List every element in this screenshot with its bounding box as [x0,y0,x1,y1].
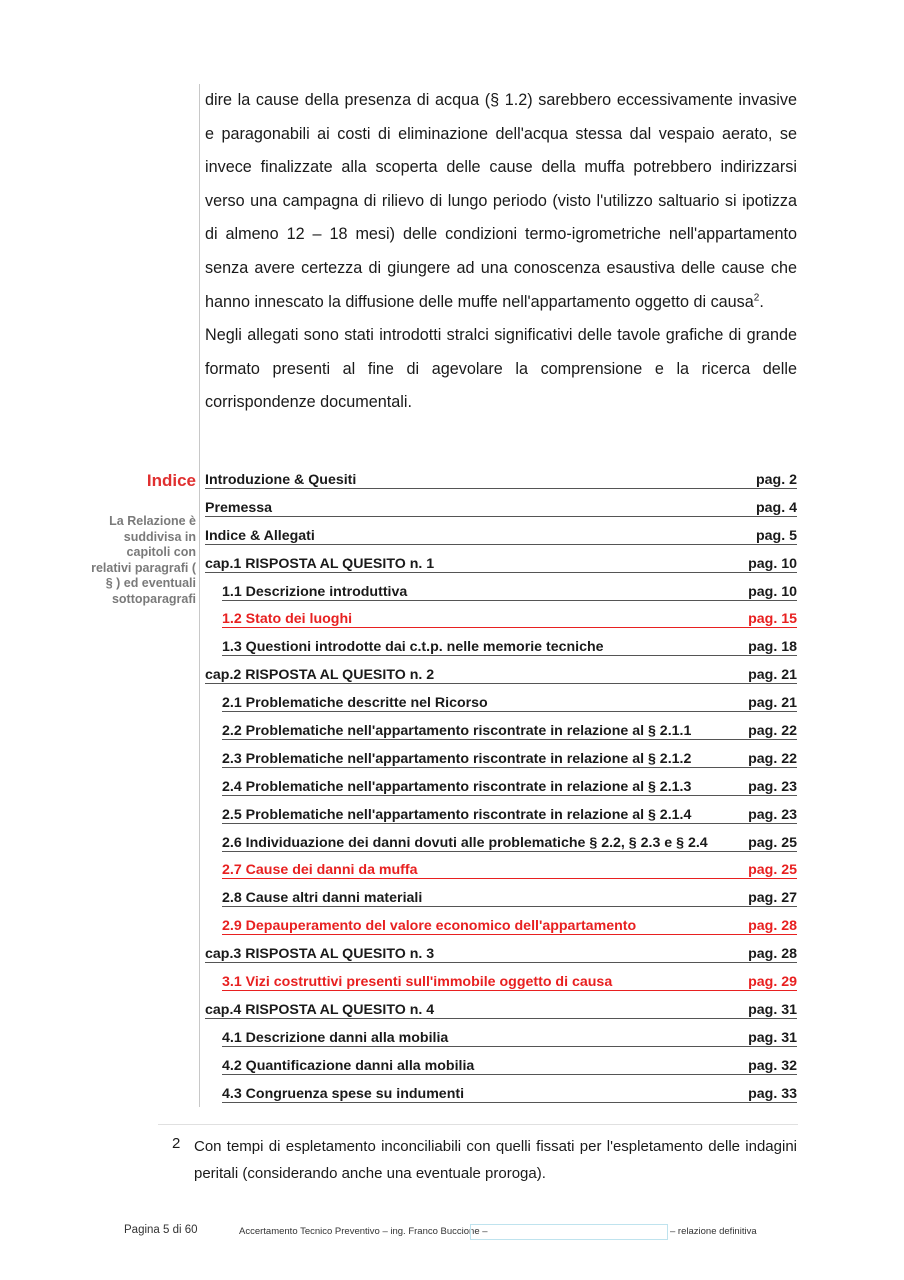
toc-entry-page: pag. 29 [748,974,797,991]
toc-entry[interactable] [205,974,797,1002]
toc-underline [205,1018,797,1019]
toc-entry-page: pag. 25 [748,862,797,879]
toc-entry-page: pag. 2 [756,472,797,488]
toc-underline [205,544,797,545]
toc-underline [222,1074,797,1075]
toc-entry[interactable] [205,779,797,807]
toc-entry[interactable] [205,1058,797,1086]
body-text [205,84,797,420]
toc-underline [222,600,797,601]
toc-entry-label: 2.4 Problematiche nell'appartamento riscontrate in relazione al § 2.1.3 [222,778,692,795]
toc-underline [222,739,797,740]
toc-underline [222,1102,797,1103]
toc-entry-label: cap.3 RISPOSTA AL QUESITO n. 3 [205,946,435,963]
toc-entry-label: 1.3 Questioni introdotte dai c.t.p. nelle memorie tecniche [222,639,604,656]
toc-entry-page: pag. 21 [748,695,797,712]
toc-entry[interactable] [205,667,797,695]
toc-entry-label: Indice & Allegati [205,527,315,544]
toc-entry-page: pag. 23 [748,778,797,795]
toc-entry[interactable] [205,695,797,723]
toc-entry-page: pag. 18 [748,639,797,656]
toc-entry-page: pag. 31 [748,1029,797,1046]
toc-underline [222,990,797,991]
toc-underline [222,655,797,656]
footer-field-box [470,1224,668,1240]
footnote-text: Con tempi di espletamento inconciliabili con quelli fissati per l'espletamento delle indagini peritali (considerando anche una eventuale proroga). [194,1138,797,1182]
toc-entry-page: pag. 31 [748,1001,797,1018]
toc-entry[interactable] [205,472,797,500]
toc-underline [222,711,797,712]
table-of-contents [205,472,797,1113]
toc-entry-page: pag. 21 [748,667,797,684]
toc-entry-label: 4.2 Quantificazione danni alla mobilia [222,1057,475,1074]
toc-entry-page: pag. 5 [756,527,797,544]
toc-entry[interactable] [205,1086,797,1114]
toc-underline [222,767,797,768]
toc-underline [222,823,797,824]
toc-underline [222,795,797,796]
footer-right-text: – relazione definitiva [670,1226,757,1237]
toc-underline [205,516,797,517]
paragraph-2: Negli allegati sono stati introdotti stralci significativi delle tavole grafiche di grande formato presenti al fine di agevolare la comprensione e la ricerca delle corrispondenze documentali. [205,326,797,412]
footnote-number: 2 [172,1135,181,1152]
toc-entry-page: pag. 22 [748,723,797,740]
toc-underline [222,934,797,935]
toc-entry-label: 2.8 Cause altri danni materiali [222,890,423,907]
toc-entry-page: pag. 27 [748,890,797,907]
toc-entry[interactable] [205,1002,797,1030]
toc-entry-page: pag. 10 [748,583,797,600]
toc-entry[interactable] [205,890,797,918]
toc-entry[interactable] [205,556,797,584]
footnote-ref[interactable]: 2 [753,292,760,304]
toc-underline [222,906,797,907]
toc-entry[interactable] [205,584,797,612]
footer-left-text: Accertamento Tecnico Preventivo – ing. Franco Buccione – [239,1226,488,1237]
toc-underline [205,962,797,963]
toc-entry-page: pag. 25 [748,834,797,851]
toc-entry-page: pag. 23 [748,806,797,823]
toc-entry-label: 4.1 Descrizione danni alla mobilia [222,1029,449,1046]
toc-entry[interactable] [205,723,797,751]
toc-entry[interactable] [205,611,797,639]
toc-entry-label: 4.3 Congruenza spese su indumenti [222,1085,465,1102]
toc-entry[interactable] [205,1030,797,1058]
toc-entry[interactable] [205,500,797,528]
toc-entry-page: pag. 33 [748,1085,797,1102]
toc-entry[interactable] [205,639,797,667]
toc-entry[interactable] [205,528,797,556]
toc-entry-label: Premessa [205,499,273,516]
toc-entry-label: 1.2 Stato dei luoghi [222,611,353,628]
toc-underline [222,878,797,879]
toc-underline [222,627,797,628]
toc-underline [205,488,797,489]
toc-underline [205,683,797,684]
toc-underline [222,851,797,852]
toc-entry-page: pag. 10 [748,555,797,572]
toc-entry-label: 3.1 Vizi costruttivi presenti sull'immobile oggetto di causa [222,974,613,991]
toc-entry[interactable] [205,751,797,779]
toc-entry-label: Introduzione & Quesiti [205,472,357,488]
toc-entry-label: 2.7 Cause dei danni da muffa [222,862,418,879]
toc-entry-page: pag. 32 [748,1057,797,1074]
paragraph-1: dire la cause della presenza di acqua (§ 1.2) sarebbero eccessivamente invasive e paragonabili ai costi di eliminazione dell'acqua stessa dal vespaio aerato, se invece finalizzate alla scoperta delle cause della muffa potrebbero indirizzarsi verso una campagna di rilievo di lungo periodo (visto l'utilizzo saltuario si ipotizza di almeno 12 – 18 mesi) delle condizioni termo-igrometriche nell'appartamento senza avere certezza di giungere ad una conoscenza esaustiva delle cause che hanno innescato la diffusione delle muffe nell'appartamento oggetto di causa$^2$. [205,91,797,311]
toc-entry-page: pag. 28 [748,918,797,935]
toc-entry-page: pag. 28 [748,946,797,963]
sidebar-note: La Relazione è suddivisa in capitoli con relativi paragrafi ( § ) ed eventuali sottoparagrafi [91,514,196,606]
toc-entry-label: 2.1 Problematiche descritte nel Ricorso [222,695,488,712]
toc-entry-label: cap.1 RISPOSTA AL QUESITO n. 1 [205,555,435,572]
toc-entry[interactable] [205,946,797,974]
toc-entry-label: 2.5 Problematiche nell'appartamento riscontrate in relazione al § 2.1.4 [222,806,692,823]
toc-entry-page: pag. 4 [756,499,797,516]
toc-entry-page: pag. 22 [748,750,797,767]
toc-entry-label: cap.2 RISPOSTA AL QUESITO n. 2 [205,667,435,684]
toc-entry[interactable] [205,918,797,946]
toc-underline [205,572,797,573]
toc-entry[interactable] [205,835,797,863]
toc-entry[interactable] [205,862,797,890]
toc-entry-label: 2.6 Individuazione dei danni dovuti alle problematiche § 2.2, § 2.3 e § 2.4 [222,834,708,851]
toc-entry-page: pag. 15 [748,611,797,628]
toc-entry-label: 2.9 Depauperamento del valore economico dell'appartamento [222,918,637,935]
toc-entry-label: 2.3 Problematiche nell'appartamento riscontrate in relazione al § 2.1.2 [222,750,692,767]
toc-entry-label: cap.4 RISPOSTA AL QUESITO n. 4 [205,1001,435,1018]
toc-underline [222,1046,797,1047]
margin-rule [199,84,200,1107]
toc-entry-label: 1.1 Descrizione introduttiva [222,583,408,600]
footer-page-number: Pagina 5 di 60 [124,1224,198,1236]
toc-entry-label: 2.2 Problematiche nell'appartamento riscontrate in relazione al § 2.1.1 [222,723,692,740]
footnote-separator [158,1124,798,1125]
sidebar-title: Indice [146,471,196,490]
toc-entry[interactable] [205,807,797,835]
